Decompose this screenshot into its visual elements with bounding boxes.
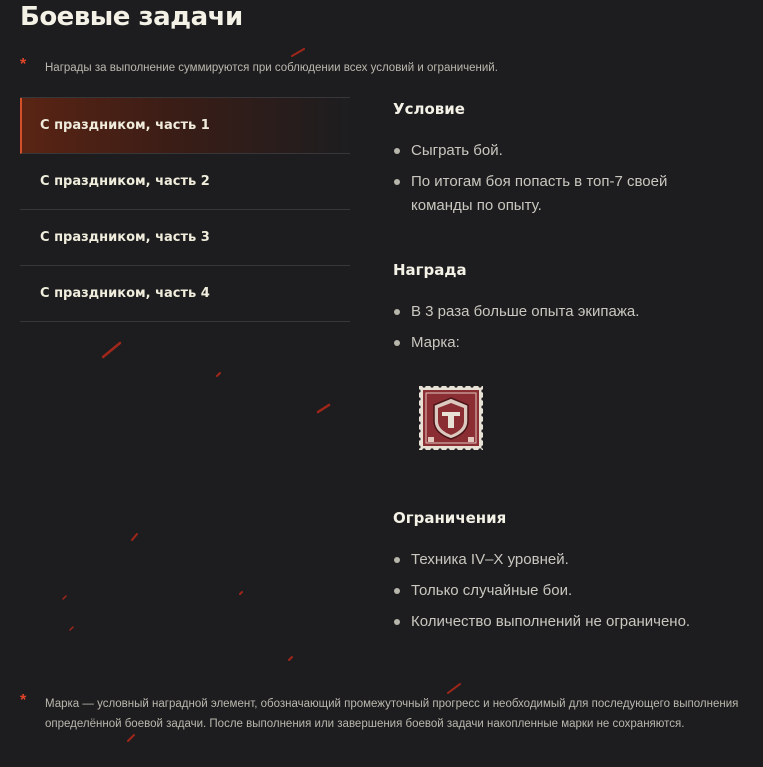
condition-title: Условие bbox=[393, 100, 465, 118]
asterisk-icon: * bbox=[20, 692, 27, 709]
list-item: Техника IV–X уровней. bbox=[393, 548, 733, 572]
tab-part-2[interactable]: С праздником, часть 2 bbox=[20, 154, 350, 210]
restrictions-list bbox=[393, 548, 733, 641]
page-title: Боевые задачи bbox=[20, 2, 243, 32]
mission-tabs bbox=[20, 97, 350, 322]
rewards-note-text: Награды за выполнение суммируются при соблюдении всех условий и ограничений. bbox=[45, 62, 498, 74]
list-item: Количество выполнений не ограничено. bbox=[393, 610, 733, 634]
tab-part-1[interactable]: С праздником, часть 1 bbox=[20, 98, 350, 154]
reward-title: Награда bbox=[393, 261, 467, 279]
list-item: Сыграть бой. bbox=[393, 139, 733, 163]
stamp-footnote-text: Марка — условный наградной элемент, обозначающий промежуточный прогресс и необходимый для последующего выполнения определённой боевой задачи. После выполнения или завершения боевой задачи накопленные марки не сохраняются. bbox=[45, 698, 739, 730]
stamp-footnote bbox=[20, 694, 740, 734]
reward-list bbox=[393, 300, 733, 362]
list-item: По итогам боя попасть в топ-7 своей команды по опыту. bbox=[393, 170, 733, 218]
rewards-note bbox=[20, 58, 740, 78]
restrictions-title: Ограничения bbox=[393, 509, 507, 527]
list-item: Только случайные бои. bbox=[393, 579, 733, 603]
asterisk-icon: * bbox=[20, 56, 27, 73]
list-item: В 3 раза больше опыта экипажа. bbox=[393, 300, 733, 324]
condition-list bbox=[393, 139, 733, 225]
list-item: Марка: bbox=[393, 331, 733, 355]
tab-part-3[interactable]: С праздником, часть 3 bbox=[20, 210, 350, 266]
tab-part-4[interactable]: С праздником, часть 4 bbox=[20, 266, 350, 322]
tank-stamp-icon bbox=[418, 385, 484, 451]
